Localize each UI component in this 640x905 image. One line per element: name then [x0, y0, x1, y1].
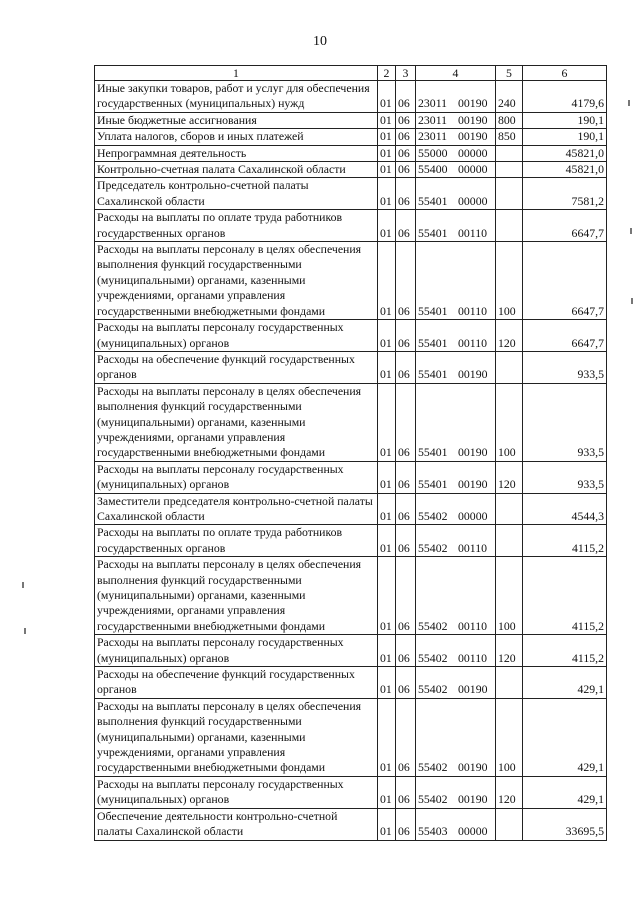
- row-section: 01: [378, 145, 396, 161]
- row-target-item: [416, 557, 496, 635]
- table-row: [95, 145, 607, 161]
- row-amount: 7581,2: [523, 178, 607, 210]
- row-amount: 4179,6: [523, 81, 607, 113]
- target-item-program: 55402: [418, 650, 448, 665]
- target-item-direction: 00110: [458, 650, 488, 665]
- page-number: 10: [313, 34, 327, 49]
- row-amount: 429,1: [523, 776, 607, 808]
- target-item-direction: 00000: [458, 193, 488, 208]
- row-target-item: [416, 493, 496, 525]
- row-name: Расходы на выплаты персоналу в целях обеспечения выполнения функций государственными (муниципальными) органами, казенными учреждениями, органами управления государственными внебюджетными фондами: [95, 242, 378, 320]
- row-section: 01: [378, 242, 396, 320]
- row-amount: 933,5: [523, 461, 607, 493]
- row-expense-type: 100: [496, 557, 523, 635]
- row-target-item: [416, 351, 496, 383]
- target-item-direction: 00000: [458, 824, 488, 839]
- row-subsection: 06: [396, 493, 416, 525]
- header-cell: 4: [416, 66, 496, 81]
- row-target-item: [416, 461, 496, 493]
- row-subsection: 06: [396, 112, 416, 128]
- row-amount: 6647,7: [523, 242, 607, 320]
- target-item-program: 23011: [418, 112, 448, 127]
- row-name: Расходы на выплаты персоналу в целях обеспечения выполнения функций государственными (муниципальными) органами, казенными учреждениями, органами управления государственными внебюджетными фондами: [95, 698, 378, 776]
- row-name: Обеспечение деятельности контрольно-счетной палаты Сахалинской области: [95, 808, 378, 840]
- row-expense-type: [496, 351, 523, 383]
- table-row: [95, 81, 607, 113]
- target-item-program: 55401: [418, 335, 448, 350]
- row-target-item: [416, 81, 496, 113]
- row-expense-type: [496, 493, 523, 525]
- row-target-item: [416, 383, 496, 461]
- row-subsection: 06: [396, 635, 416, 667]
- row-section: 01: [378, 320, 396, 352]
- row-amount: 190,1: [523, 129, 607, 145]
- table-row: [95, 808, 607, 840]
- target-item-program: 23011: [418, 96, 448, 111]
- row-subsection: 06: [396, 698, 416, 776]
- target-item-direction: 00110: [458, 540, 488, 555]
- row-name: Расходы на выплаты персоналу государственных (муниципальных) органов: [95, 320, 378, 352]
- row-amount: 45821,0: [523, 162, 607, 178]
- row-target-item: [416, 210, 496, 242]
- header-row: [95, 66, 607, 81]
- table-row: [95, 320, 607, 352]
- margin-mark: [631, 298, 633, 304]
- row-amount: 45821,0: [523, 145, 607, 161]
- row-subsection: 06: [396, 776, 416, 808]
- margin-mark: [22, 582, 24, 588]
- row-target-item: [416, 320, 496, 352]
- target-item-direction: 00190: [458, 367, 488, 382]
- row-subsection: 06: [396, 178, 416, 210]
- row-section: 01: [378, 635, 396, 667]
- row-subsection: 06: [396, 351, 416, 383]
- row-expense-type: 100: [496, 383, 523, 461]
- row-section: 01: [378, 461, 396, 493]
- row-name: Расходы на обеспечение функций государственных органов: [95, 667, 378, 699]
- margin-mark: [630, 228, 632, 234]
- table-row: [95, 461, 607, 493]
- row-name: Расходы на обеспечение функций государственных органов: [95, 351, 378, 383]
- row-target-item: [416, 667, 496, 699]
- row-name: Иные закупки товаров, работ и услуг для обеспечения государственных (муниципальных) нужд: [95, 81, 378, 113]
- row-section: 01: [378, 698, 396, 776]
- target-item-program: 55401: [418, 303, 448, 318]
- row-subsection: 06: [396, 461, 416, 493]
- target-item-program: 55402: [418, 792, 448, 807]
- row-subsection: 06: [396, 808, 416, 840]
- row-expense-type: 120: [496, 461, 523, 493]
- margin-mark: [628, 100, 630, 106]
- row-section: 01: [378, 667, 396, 699]
- header-cell: 1: [95, 66, 378, 81]
- row-amount: 933,5: [523, 351, 607, 383]
- row-target-item: [416, 635, 496, 667]
- row-amount: 429,1: [523, 698, 607, 776]
- row-target-item: [416, 178, 496, 210]
- header-cell: 2: [378, 66, 396, 81]
- target-item-direction: 00110: [458, 618, 488, 633]
- target-item-program: 55402: [418, 508, 448, 523]
- target-item-program: 55401: [418, 477, 448, 492]
- row-subsection: 06: [396, 129, 416, 145]
- row-expense-type: [496, 667, 523, 699]
- header-cell: 3: [396, 66, 416, 81]
- table-row: [95, 698, 607, 776]
- target-item-program: 55403: [418, 824, 448, 839]
- row-name: Председатель контрольно-счетной палаты Сахалинской области: [95, 178, 378, 210]
- target-item-direction: 00190: [458, 129, 488, 144]
- row-expense-type: 240: [496, 81, 523, 113]
- row-expense-type: 100: [496, 698, 523, 776]
- target-item-direction: 00190: [458, 96, 488, 111]
- row-target-item: [416, 162, 496, 178]
- budget-table: [94, 65, 607, 841]
- row-expense-type: 100: [496, 242, 523, 320]
- row-target-item: [416, 112, 496, 128]
- header-cell: 6: [523, 66, 607, 81]
- target-item-program: 55402: [418, 540, 448, 555]
- target-item-direction: 00110: [458, 225, 488, 240]
- row-section: 01: [378, 162, 396, 178]
- row-expense-type: [496, 178, 523, 210]
- row-amount: 6647,7: [523, 320, 607, 352]
- target-item-program: 55401: [418, 445, 448, 460]
- row-target-item: [416, 129, 496, 145]
- target-item-direction: 00190: [458, 682, 488, 697]
- target-item-direction: 00110: [458, 303, 488, 318]
- table-row: [95, 383, 607, 461]
- target-item-direction: 00190: [458, 112, 488, 127]
- row-expense-type: 800: [496, 112, 523, 128]
- target-item-program: 55400: [418, 162, 448, 177]
- target-item-direction: 00000: [458, 508, 488, 523]
- table-row: [95, 162, 607, 178]
- table-body: [95, 81, 607, 841]
- row-expense-type: [496, 145, 523, 161]
- row-expense-type: 120: [496, 320, 523, 352]
- row-subsection: 06: [396, 320, 416, 352]
- row-section: 01: [378, 81, 396, 113]
- row-subsection: 06: [396, 525, 416, 557]
- row-name: Расходы на выплаты персоналу государственных (муниципальных) органов: [95, 776, 378, 808]
- row-name: Контрольно-счетная палата Сахалинской области: [95, 162, 378, 178]
- row-subsection: 06: [396, 145, 416, 161]
- target-item-program: 55401: [418, 367, 448, 382]
- table-row: [95, 525, 607, 557]
- row-subsection: 06: [396, 81, 416, 113]
- target-item-program: 55401: [418, 193, 448, 208]
- row-section: 01: [378, 808, 396, 840]
- target-item-program: 55401: [418, 225, 448, 240]
- row-section: 01: [378, 210, 396, 242]
- row-expense-type: 120: [496, 635, 523, 667]
- margin-mark: [24, 628, 26, 634]
- row-amount: 33695,5: [523, 808, 607, 840]
- row-amount: 4115,2: [523, 557, 607, 635]
- row-expense-type: 850: [496, 129, 523, 145]
- row-amount: 4115,2: [523, 525, 607, 557]
- table-row: [95, 776, 607, 808]
- row-name: Расходы на выплаты персоналу в целях обеспечения выполнения функций государственными (муниципальными) органами, казенными учреждениями, органами управления государственными внебюджетными фондами: [95, 383, 378, 461]
- table-row: [95, 493, 607, 525]
- row-expense-type: 120: [496, 776, 523, 808]
- target-item-direction: 00190: [458, 792, 488, 807]
- row-expense-type: [496, 808, 523, 840]
- row-target-item: [416, 808, 496, 840]
- row-subsection: 06: [396, 210, 416, 242]
- target-item-direction: 00190: [458, 760, 488, 775]
- table-row: [95, 242, 607, 320]
- target-item-program: 23011: [418, 129, 448, 144]
- row-subsection: 06: [396, 557, 416, 635]
- target-item-program: 55000: [418, 145, 448, 160]
- row-expense-type: [496, 162, 523, 178]
- row-expense-type: [496, 210, 523, 242]
- row-amount: 933,5: [523, 383, 607, 461]
- row-target-item: [416, 145, 496, 161]
- table-row: [95, 557, 607, 635]
- target-item-direction: 00110: [458, 335, 488, 350]
- row-section: 01: [378, 776, 396, 808]
- row-subsection: 06: [396, 383, 416, 461]
- row-amount: 4115,2: [523, 635, 607, 667]
- row-amount: 190,1: [523, 112, 607, 128]
- row-section: 01: [378, 383, 396, 461]
- row-subsection: 06: [396, 667, 416, 699]
- row-name: Расходы на выплаты персоналу государственных (муниципальных) органов: [95, 635, 378, 667]
- table-row: [95, 129, 607, 145]
- table-row: [95, 667, 607, 699]
- row-name: Расходы на выплаты по оплате труда работников государственных органов: [95, 525, 378, 557]
- target-item-direction: 00190: [458, 445, 488, 460]
- target-item-program: 55402: [418, 760, 448, 775]
- row-name: Заместители председателя контрольно-счетной палаты Сахалинской области: [95, 493, 378, 525]
- row-expense-type: [496, 525, 523, 557]
- table-row: [95, 210, 607, 242]
- table-row: [95, 351, 607, 383]
- row-section: 01: [378, 493, 396, 525]
- row-name: Непрограммная деятельность: [95, 145, 378, 161]
- row-section: 01: [378, 525, 396, 557]
- row-section: 01: [378, 178, 396, 210]
- row-name: Расходы на выплаты по оплате труда работников государственных органов: [95, 210, 378, 242]
- target-item-direction: 00000: [458, 162, 488, 177]
- row-section: 01: [378, 557, 396, 635]
- row-name: Уплата налогов, сборов и иных платежей: [95, 129, 378, 145]
- row-target-item: [416, 776, 496, 808]
- row-target-item: [416, 698, 496, 776]
- table-row: [95, 635, 607, 667]
- row-section: 01: [378, 129, 396, 145]
- header-cell: 5: [496, 66, 523, 81]
- target-item-direction: 00000: [458, 145, 488, 160]
- target-item-program: 55402: [418, 682, 448, 697]
- target-item-program: 55402: [418, 618, 448, 633]
- row-name: Расходы на выплаты персоналу в целях обеспечения выполнения функций государственными (муниципальными) органами, казенными учреждениями, органами управления государственными внебюджетными фондами: [95, 557, 378, 635]
- table-row: [95, 178, 607, 210]
- row-name: Расходы на выплаты персоналу государственных (муниципальных) органов: [95, 461, 378, 493]
- row-section: 01: [378, 112, 396, 128]
- row-name: Иные бюджетные ассигнования: [95, 112, 378, 128]
- row-amount: 6647,7: [523, 210, 607, 242]
- row-target-item: [416, 242, 496, 320]
- row-subsection: 06: [396, 162, 416, 178]
- row-target-item: [416, 525, 496, 557]
- row-amount: 4544,3: [523, 493, 607, 525]
- target-item-direction: 00190: [458, 477, 488, 492]
- table-row: [95, 112, 607, 128]
- row-section: 01: [378, 351, 396, 383]
- row-amount: 429,1: [523, 667, 607, 699]
- row-subsection: 06: [396, 242, 416, 320]
